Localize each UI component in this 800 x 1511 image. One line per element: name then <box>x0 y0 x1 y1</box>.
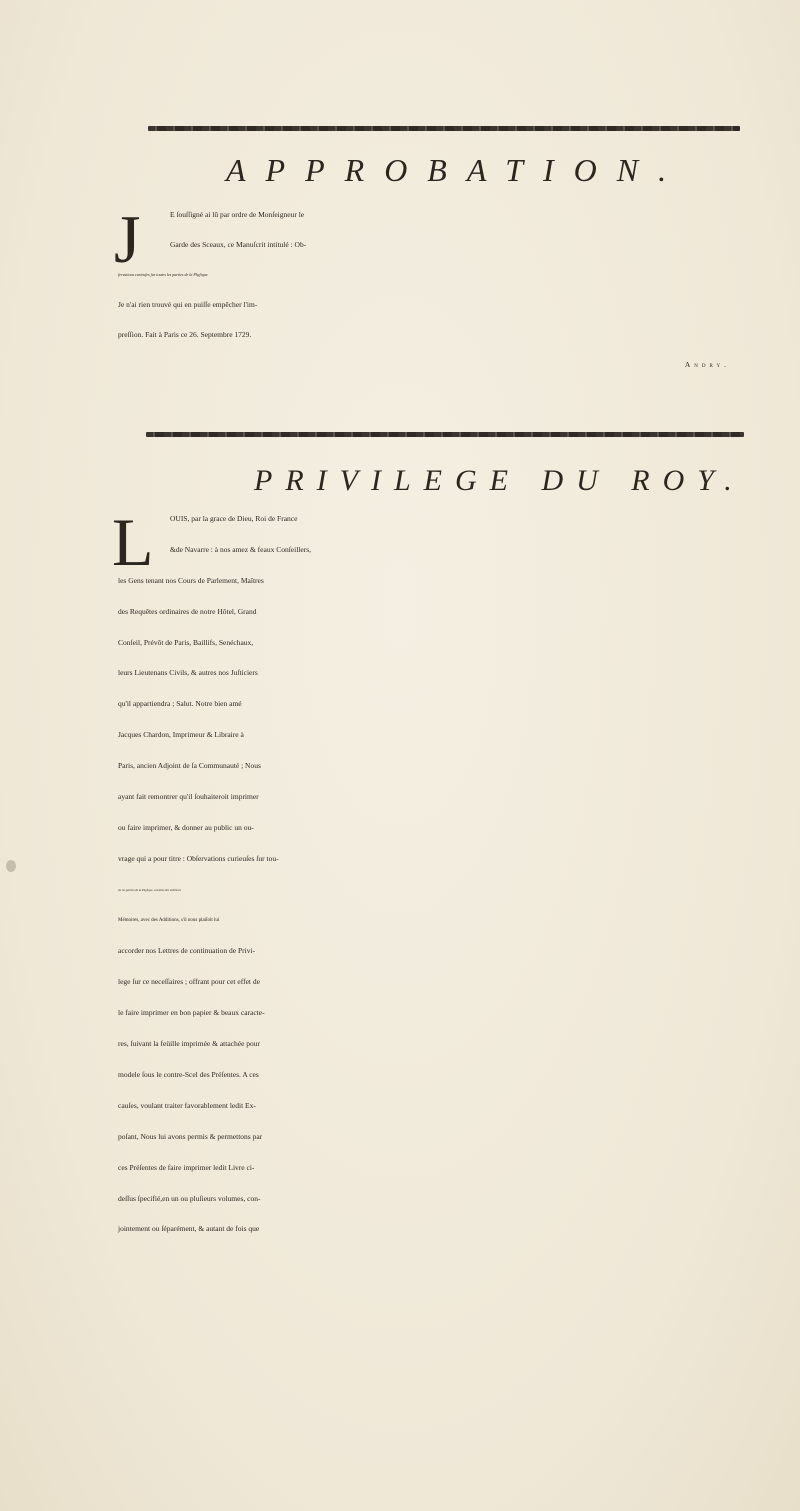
privilege-text <box>118 504 778 1245</box>
privilege-line: le faire imprimer en bon papier & beaux caracte- <box>118 1008 265 1018</box>
privilege-line: vrage qui a pour titre : Obſervations curieuſes ſur tou- <box>118 853 279 863</box>
approbation-line: Garde des Sceaux, ce Manuſcrit intitulé : Ob- <box>170 240 307 249</box>
paper-stain <box>6 860 16 872</box>
approbation-line: ſervations curieuſes ſur toutes les parties de la Phyſique. <box>118 272 209 277</box>
privilege-line: &de Navarre : à nos amez & feaux Conſeillers, <box>170 544 311 554</box>
approbation-heading: APPROBATION. <box>226 152 687 188</box>
privilege-line: OUIS, par la grace de Dieu, Roi de France <box>170 514 298 523</box>
middle-ornamental-rule <box>146 432 744 437</box>
privilege-line: des Requêtes ordinaires de notre Hôtel, Grand <box>118 606 257 616</box>
privilege-line: poſant, Nous lui avons permis & permettons par <box>118 1131 263 1141</box>
privilege-line: lege ſur ce neceſſaires ; offrant pour cet effet de <box>118 977 260 987</box>
privilege-line: ayant fait remontrer qu'il ſouhaiteroit imprimer <box>118 792 259 802</box>
privilege-line: cauſes, voulant traiter favorablement ledit Ex- <box>118 1100 256 1110</box>
approbation-line: E ſouſſigné ai lû par ordre de Monſeigneur le <box>170 210 305 219</box>
privilege-line: jointement ou ſéparément, & autant de fois que <box>118 1224 260 1234</box>
privilege-dropcap: L <box>112 504 154 580</box>
privilege-line: Jacques Chardon, Imprimeur & Libraire à <box>118 730 244 740</box>
approbation-dropcap: J <box>114 201 141 277</box>
approbation-signature: Andry. <box>684 360 730 369</box>
privilege-line: ces Préſentes de faire imprimer ledit Livre ci- <box>118 1162 255 1172</box>
privilege-line: deſſus ſpecifié,en un ou pluſieurs volumes, con- <box>118 1193 261 1203</box>
privilege-line: accorder nos Lettres de continuation de Privi- <box>118 946 256 956</box>
privilege-line: Conſeil, Prévôt de Paris, Baillifs, Senéchaux, <box>118 637 254 647</box>
privilege-line: ou faire imprimer, & donner au public un ou- <box>118 822 254 832</box>
top-ornamental-rule <box>148 126 740 131</box>
approbation-line: Je n'ai rien trouvé qui en puiſſe empêcher l'im- <box>118 300 258 309</box>
privilege-line: Paris, ancien Adjoint de ſa Communauté ; Nous <box>118 761 261 771</box>
privilege-line: tes les parties de la Phyſique, extraites des meilleurs <box>118 887 182 892</box>
privilege-line: leurs Lieutenans Civils, & autres nos Juſticiers <box>118 668 258 678</box>
approbation-line: preſſion. Fait à Paris ce 26. Septembre 1729. <box>118 330 252 339</box>
privilege-line: les Gens tenant nos Cours de Parlement, Maîtres <box>118 575 264 585</box>
privilege-line: modele ſous le contre-Scel des Préſentes. A ces <box>118 1070 259 1080</box>
privilege-heading: PRIVILEGE DU ROY. <box>254 464 745 497</box>
privilege-line: res, ſuivant la feüille imprimée & attachée pour <box>118 1039 261 1049</box>
approbation-text <box>118 200 778 380</box>
privilege-line: Mémoires, avec des Additions, s'il nous plaiſoit lui <box>118 917 220 923</box>
privilege-line: qu'il appartiendra ; Salut. Notre bien amé <box>118 699 242 709</box>
